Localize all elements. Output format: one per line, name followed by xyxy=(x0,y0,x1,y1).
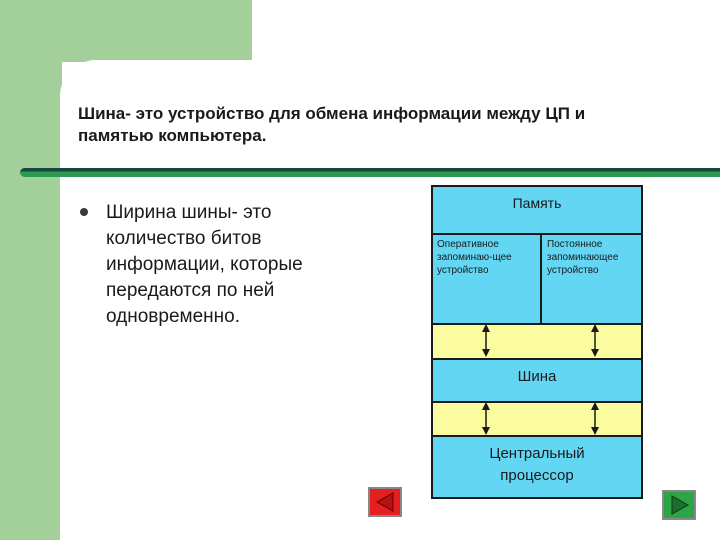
memory-divider-vertical xyxy=(540,234,542,325)
next-slide-button[interactable] xyxy=(662,490,696,520)
triangle-left-icon xyxy=(370,489,400,515)
previous-slide-button[interactable] xyxy=(368,487,402,517)
connector-band-upper xyxy=(431,323,643,360)
bullet-dot xyxy=(80,208,88,216)
slide-title: Шина- это устройство для обмена информации между ЦП и памятью компьютера. xyxy=(78,104,586,145)
title-divider xyxy=(20,168,720,177)
memory-title: Память xyxy=(512,195,562,211)
bullet-text: Ширина шины- это количество битов информации, которые передаются по ней одновременно. xyxy=(106,202,303,327)
bus-label: Шина xyxy=(517,368,557,385)
cpu-box xyxy=(431,435,643,499)
ram-label: Оперативное запоминаю-щее устройство xyxy=(437,239,512,276)
memory-divider-horizontal xyxy=(433,233,641,235)
connector-band-lower xyxy=(431,401,643,437)
memory-box xyxy=(431,185,643,325)
bus-box xyxy=(431,358,643,403)
cpu-label: Центральный процессор xyxy=(489,445,585,484)
triangle-right-icon xyxy=(664,492,694,518)
rom-label: Постоянное запоминающее устройство xyxy=(547,239,619,276)
decor-green-left xyxy=(0,0,62,540)
